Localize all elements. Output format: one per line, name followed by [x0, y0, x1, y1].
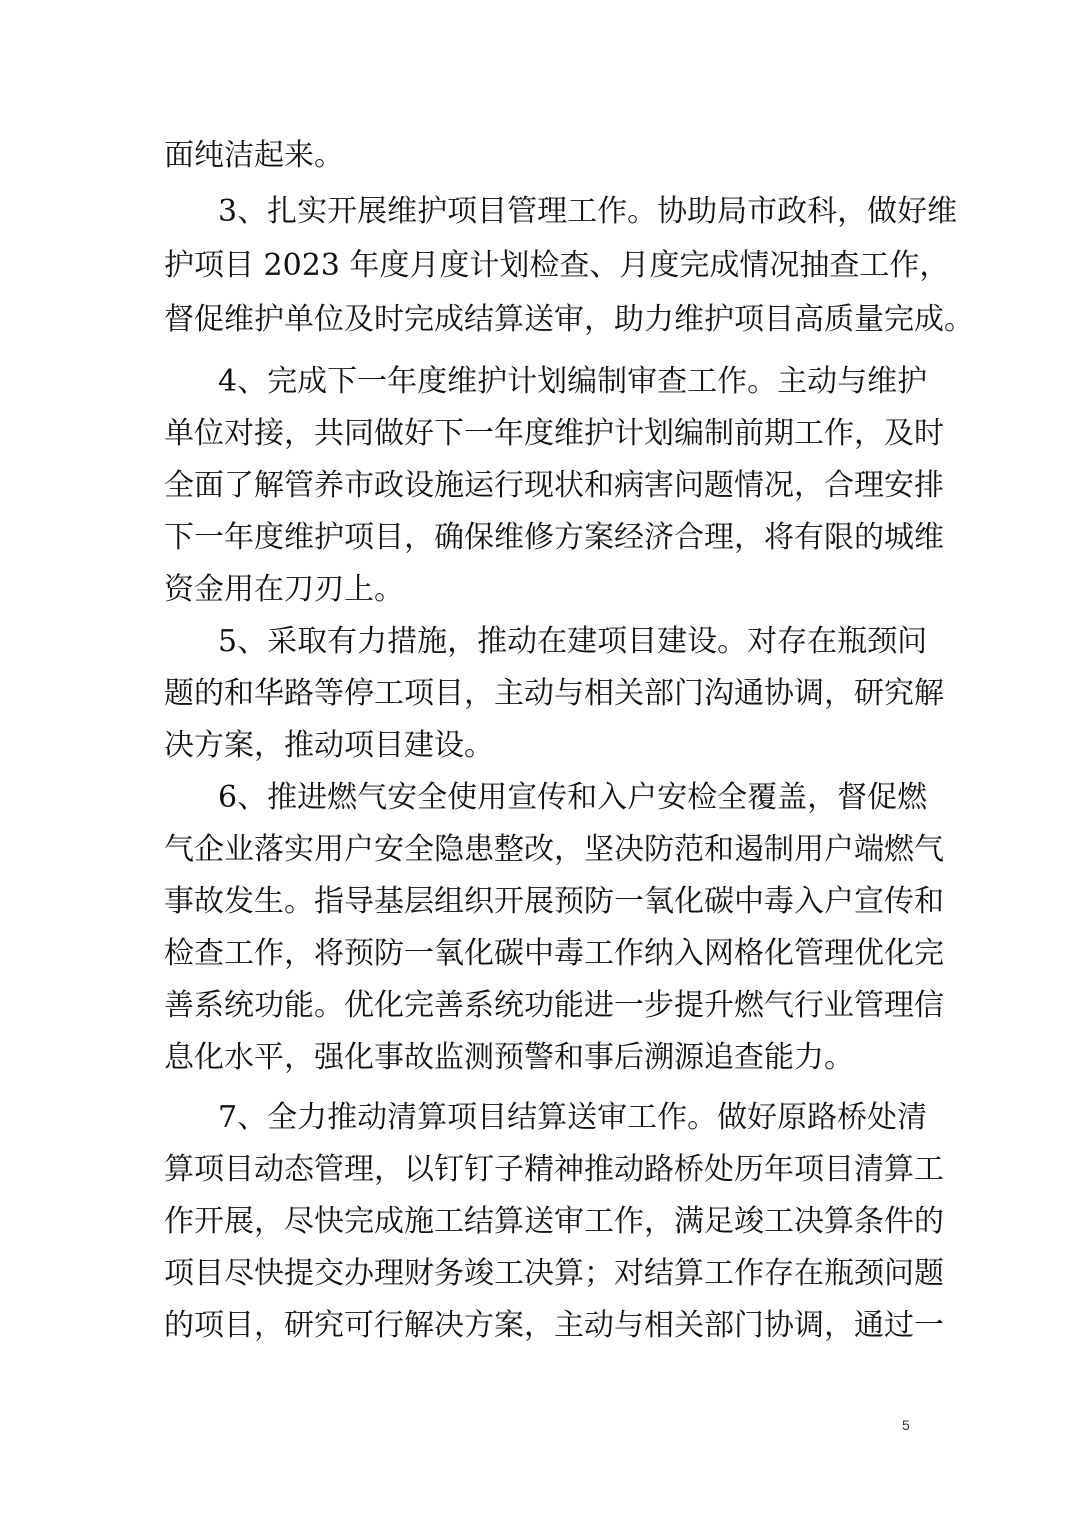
text-line: 的项目，研究可行解决方案，主动与相关部门协调，通过一: [164, 1308, 944, 1343]
text-line: 下一年度维护项目，确保维修方案经济合理，将有限的城维: [164, 520, 944, 555]
text-line: 面纯洁起来。: [164, 138, 344, 173]
text-line: 决方案，推动项目建设。: [164, 728, 494, 763]
text-line: 气企业落实用户安全隐患整改，坚决防范和遏制用户端燃气: [164, 832, 944, 867]
text-line: 6、推进燃气安全使用宣传和入户安检全覆盖，督促燃: [218, 780, 928, 815]
page-number: 5: [902, 1417, 910, 1433]
text-line: 检查工作，将预防一氧化碳中毒工作纳入网格化管理优化完: [164, 936, 944, 971]
text-line: 全面了解管养市政设施运行现状和病害问题情况，合理安排: [164, 468, 944, 503]
text-line: 资金用在刀刃上。: [164, 572, 404, 607]
text-line: 项目尽快提交办理财务竣工决算；对结算工作存在瓶颈问题: [164, 1256, 944, 1291]
text-line: 善系统功能。优化完善系统功能进一步提升燃气行业管理信: [164, 988, 944, 1023]
text-line: 5、采取有力措施，推动在建项目建设。对存在瓶颈问: [218, 624, 928, 659]
text-line: 作开展，尽快完成施工结算送审工作，满足竣工决算条件的: [164, 1204, 944, 1239]
text-line: 息化水平，强化事故监测预警和事后溯源追查能力。: [164, 1040, 854, 1075]
text-line: 4、完成下一年度维护计划编制审查工作。主动与维护: [218, 364, 928, 399]
text-line: 7、全力推动清算项目结算送审工作。做好原路桥处清: [218, 1100, 928, 1135]
text-line: 护项目 2023 年度月度计划检查、月度完成情况抽查工作，: [164, 248, 950, 283]
text-line: 3、扎实开展维护项目管理工作。协助局市政科，做好维: [218, 194, 958, 229]
text-line: 单位对接，共同做好下一年度维护计划编制前期工作，及时: [164, 416, 944, 451]
text-line: 题的和华路等停工项目，主动与相关部门沟通协调，研究解: [164, 676, 944, 711]
text-line: 督促维护单位及时完成结算送审，助力维护项目高质量完成。: [164, 302, 974, 337]
text-line: 事故发生。指导基层组织开展预防一氧化碳中毒入户宣传和: [164, 884, 944, 919]
text-line: 算项目动态管理，以钉钉子精神推动路桥处历年项目清算工: [164, 1152, 944, 1187]
